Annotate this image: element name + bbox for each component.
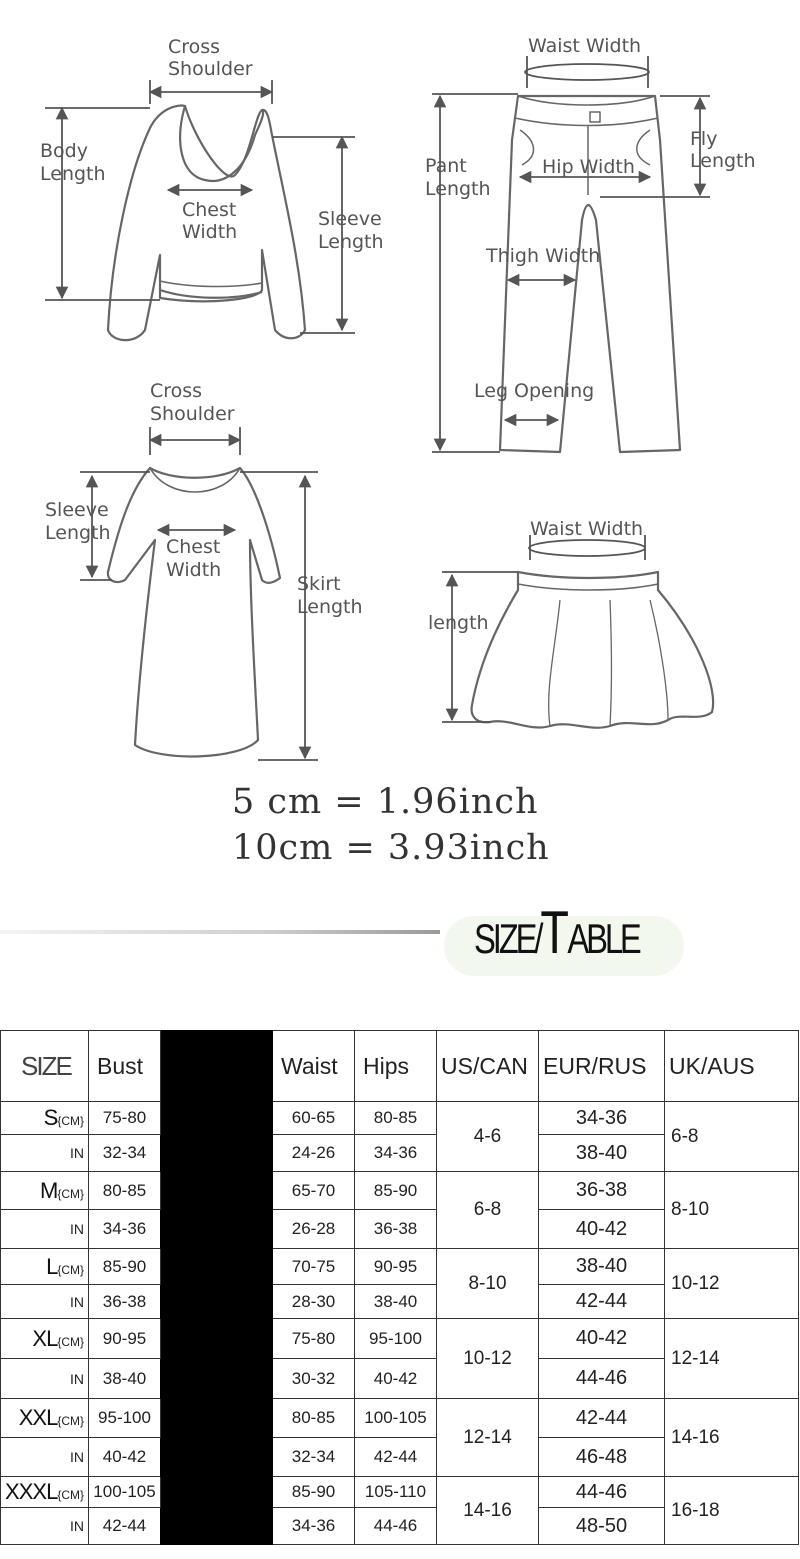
uk-aus-size: 8-10 (665, 1172, 799, 1249)
unit-in: IN (70, 1518, 84, 1534)
eur-rus-size-a: 40-42 (539, 1319, 665, 1359)
size-name: S (43, 1105, 58, 1130)
waist-in: 34-36 (273, 1508, 355, 1545)
redacted-cell (161, 1477, 273, 1545)
dress-skirt-length-label: Skirt (297, 573, 341, 595)
pants-thigh-width-label: Thigh Width (486, 245, 601, 267)
hips-in: 36-38 (355, 1210, 437, 1249)
header-eur-rus: EUR/RUS (539, 1031, 665, 1102)
redacted-cell (161, 1102, 273, 1172)
title-part-t: T (540, 899, 568, 966)
conversion-5cm: 5 cm = 1.96inch (232, 782, 539, 822)
header-us-can: US/CAN (437, 1031, 539, 1102)
us-can-size: 8-10 (437, 1249, 539, 1319)
unit-cm: {CM} (57, 1334, 84, 1349)
uk-aus-size: 10-12 (665, 1249, 799, 1319)
bust-in: 42-44 (89, 1508, 161, 1545)
dress-cross-shoulder-label-2: Shoulder (150, 403, 235, 425)
skirt-waist-width-label: Waist Width (530, 518, 644, 540)
dress-skirt-length-label-2: Length (297, 596, 363, 618)
uk-aus-size: 6-8 (665, 1102, 799, 1172)
sweater-cross-shoulder-label: Cross (168, 36, 221, 58)
table-row (1, 1249, 799, 1285)
bust-cm: 75-80 (89, 1102, 161, 1135)
bust-cm: 90-95 (89, 1319, 161, 1359)
unit-cm: {CM} (57, 1414, 84, 1428)
size-name: XXXL (5, 1479, 58, 1504)
title-part-size: SIZE/ (474, 915, 541, 962)
header-waist: Waist (273, 1031, 355, 1102)
unit-cm: {CM} (57, 1114, 84, 1128)
pants-hip-width-label: Hip Width (542, 156, 635, 178)
unit-in: IN (70, 1449, 84, 1465)
bust-cm: 100-105 (89, 1477, 161, 1508)
waist-in: 28-30 (273, 1285, 355, 1319)
hips-cm: 90-95 (355, 1249, 437, 1285)
table-row (1, 1319, 799, 1359)
waist-in: 26-28 (273, 1210, 355, 1249)
size-label-in (1, 1508, 89, 1545)
sweater-chest-width-label-2: Width (182, 221, 238, 243)
header-bust: Bust (89, 1031, 161, 1102)
redacted-cell (161, 1319, 273, 1399)
eur-rus-size-a: 38-40 (539, 1249, 665, 1285)
waist-in: 30-32 (273, 1359, 355, 1399)
uk-aus-size: 14-16 (665, 1399, 799, 1477)
eur-rus-size-a: 44-46 (539, 1477, 665, 1508)
table-row (1, 1102, 799, 1135)
sweater-sleeve-length-label-2: Length (318, 231, 384, 253)
size-label-cm (1, 1249, 89, 1285)
pants-pant-length-label-2: Length (425, 178, 491, 200)
hips-cm: 80-85 (355, 1102, 437, 1135)
sweater-sleeve-length-label: Sleeve (318, 208, 382, 230)
pants-fly-length-label-2: Length (690, 150, 756, 172)
pants-fly-length-label: Fly (690, 128, 718, 150)
size-label-in (1, 1210, 89, 1249)
eur-rus-size-a: 34-36 (539, 1102, 665, 1135)
size-label-in (1, 1285, 89, 1319)
sweater-body-length-label-2: Length (40, 163, 106, 185)
dress-sleeve-length-label: Sleeve (45, 499, 109, 521)
eur-rus-size-b: 48-50 (539, 1508, 665, 1545)
unit-in: IN (70, 1221, 84, 1237)
size-label-cm (1, 1477, 89, 1508)
us-can-size: 14-16 (437, 1477, 539, 1545)
hips-cm: 105-110 (355, 1477, 437, 1508)
bust-in: 38-40 (89, 1359, 161, 1399)
size-label-cm (1, 1102, 89, 1135)
eur-rus-size-b: 42-44 (539, 1285, 665, 1319)
unit-cm: {CM} (57, 1262, 84, 1277)
size-table (0, 1030, 799, 1545)
skirt-length-label: length (428, 612, 489, 634)
table-row (1, 1477, 799, 1508)
sweater-body-length-label: Body (40, 140, 88, 162)
pants-waist-width-label: Waist Width (528, 35, 642, 57)
table-header-row (1, 1031, 799, 1102)
waist-cm: 80-85 (273, 1399, 355, 1438)
unit-cm: {CM} (57, 1186, 84, 1201)
redacted-cell (161, 1399, 273, 1477)
hips-in: 42-44 (355, 1438, 437, 1477)
waist-cm: 60-65 (273, 1102, 355, 1135)
header-uk-aus: UK/AUS (665, 1031, 799, 1102)
dress-chest-width-label-2: Width (166, 559, 222, 581)
dress-sleeve-length-label-2: Length (45, 522, 111, 544)
uk-aus-size: 12-14 (665, 1319, 799, 1399)
size-label-in (1, 1359, 89, 1399)
redacted-cell (161, 1249, 273, 1319)
eur-rus-size-b: 44-46 (539, 1359, 665, 1399)
hips-in: 34-36 (355, 1135, 437, 1172)
size-name: XL (32, 1325, 58, 1351)
size-name: L (46, 1253, 58, 1279)
bust-in: 34-36 (89, 1210, 161, 1249)
waist-cm: 70-75 (273, 1249, 355, 1285)
unit-cm: {CM} (57, 1488, 84, 1502)
size-name: M (39, 1177, 58, 1203)
size-label-in (1, 1438, 89, 1477)
hips-in: 44-46 (355, 1508, 437, 1545)
title-part-able: ABLE (567, 915, 639, 962)
eur-rus-size-b: 38-40 (539, 1135, 665, 1172)
header-size: SIZE (1, 1031, 89, 1102)
us-can-size: 6-8 (437, 1172, 539, 1249)
size-table-heading (474, 898, 674, 966)
eur-rus-size-b: 46-48 (539, 1438, 665, 1477)
hips-in: 40-42 (355, 1359, 437, 1399)
eur-rus-size-a: 42-44 (539, 1399, 665, 1438)
us-can-size: 10-12 (437, 1319, 539, 1399)
bust-in: 36-38 (89, 1285, 161, 1319)
size-label-cm (1, 1319, 89, 1359)
size-label-cm (1, 1399, 89, 1438)
hips-cm: 85-90 (355, 1172, 437, 1210)
unit-in: IN (70, 1370, 84, 1387)
size-name: XXL (18, 1405, 58, 1430)
hips-cm: 100-105 (355, 1399, 437, 1438)
hips-in: 38-40 (355, 1285, 437, 1319)
header-redacted (161, 1031, 273, 1102)
header-hips: Hips (355, 1031, 437, 1102)
sweater-cross-shoulder-label-2: Shoulder (168, 58, 253, 80)
unit-in: IN (70, 1293, 84, 1310)
table-row (1, 1172, 799, 1210)
skirt-figure (472, 572, 714, 728)
table-row (1, 1399, 799, 1438)
eur-rus-size-a: 36-38 (539, 1172, 665, 1210)
bust-cm: 85-90 (89, 1249, 161, 1285)
waist-cm: 65-70 (273, 1172, 355, 1210)
waist-cm: 85-90 (273, 1477, 355, 1508)
hips-cm: 95-100 (355, 1319, 437, 1359)
bust-cm: 95-100 (89, 1399, 161, 1438)
size-table-title (474, 898, 639, 967)
us-can-size: 4-6 (437, 1102, 539, 1172)
bust-cm: 80-85 (89, 1172, 161, 1210)
us-can-size: 12-14 (437, 1399, 539, 1477)
bust-in: 40-42 (89, 1438, 161, 1477)
pants-pant-length-label: Pant (425, 155, 467, 177)
dress-figure (108, 468, 280, 756)
unit-in: IN (70, 1145, 84, 1161)
size-label-in (1, 1135, 89, 1172)
waist-in: 32-34 (273, 1438, 355, 1477)
sweater-chest-width-label: Chest (182, 199, 237, 221)
waist-cm: 75-80 (273, 1319, 355, 1359)
bust-in: 32-34 (89, 1135, 161, 1172)
eur-rus-size-b: 40-42 (539, 1210, 665, 1249)
size-label-cm (1, 1172, 89, 1210)
section-divider (0, 930, 440, 934)
dress-chest-width-label: Chest (166, 536, 221, 558)
pants-leg-opening-label: Leg Opening (474, 380, 595, 402)
redacted-cell (161, 1172, 273, 1249)
dress-cross-shoulder-label: Cross (150, 380, 203, 402)
waist-in: 24-26 (273, 1135, 355, 1172)
conversion-10cm: 10cm = 3.93inch (232, 828, 550, 868)
uk-aus-size: 16-18 (665, 1477, 799, 1545)
